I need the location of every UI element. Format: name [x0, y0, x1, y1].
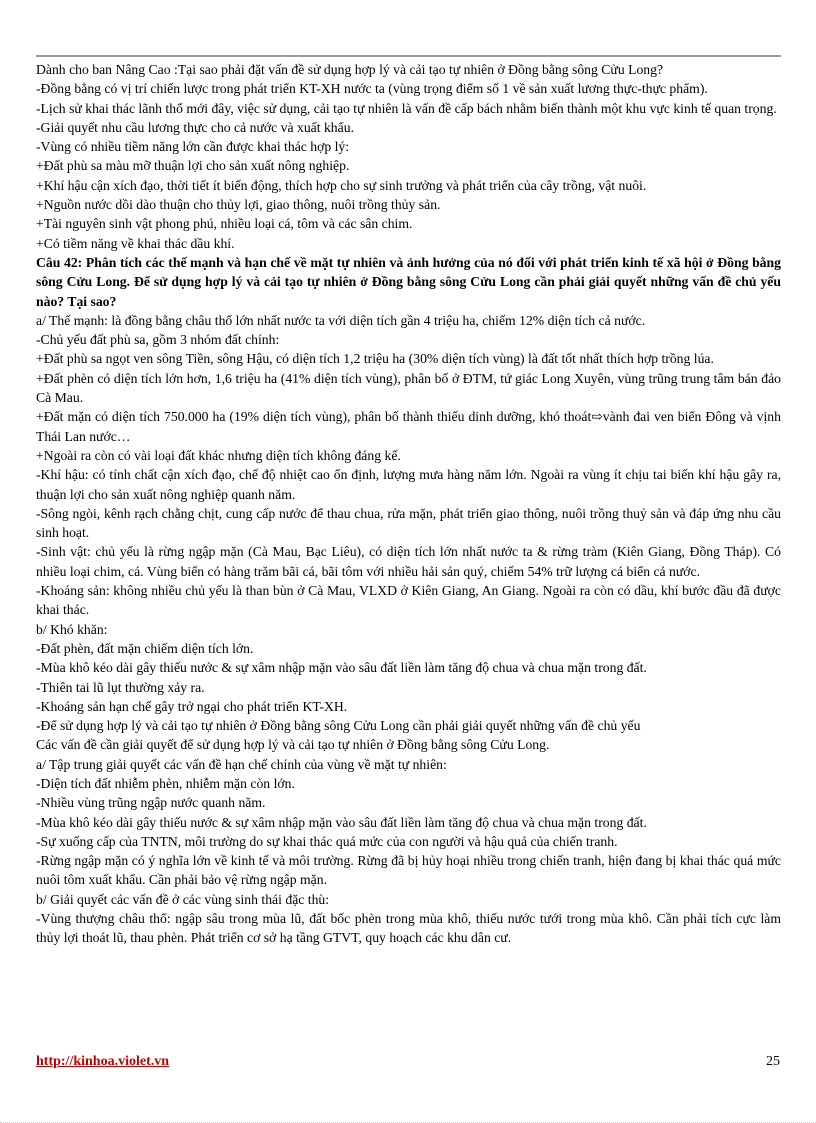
body-paragraph: b/ Khó khăn:: [36, 621, 108, 637]
body-paragraph: -Chủ yếu đất phù sa, gồm 3 nhóm đất chính:: [36, 332, 280, 348]
body-paragraph: -Thiên tai lũ lụt thường xảy ra.: [36, 679, 205, 695]
body-paragraph: -Khoáng sản: không nhiều chủ yếu là than bùn ở Cà Mau, VLXD ở Kiên Giang, An Giang. Ngoài ra còn có dầu, khí bước đầu đã được khai thác.: [36, 583, 781, 618]
body-paragraph: -Lịch sử khai thác lãnh thổ mới đây, việc sử dụng, cải tạo tự nhiên là vấn đề cấp bách nhằm biến thành một khu vực kinh tế quan trọng.: [36, 100, 777, 116]
body-paragraph: +Đất phù sa màu mỡ thuận lợi cho sản xuất nông nghiệp.: [36, 158, 350, 174]
body-paragraph: Dành cho ban Nâng Cao :Tại sao phải đặt vấn đề sử dụng hợp lý và cải tạo tự nhiên ở Đồng bằng sông Cửu Long?: [36, 62, 664, 77]
body-paragraph: Các vấn đề cần giải quyết để sử dụng hợp lý và cải tạo tự nhiên ở Đồng bằng sông Cửu Long.: [36, 737, 550, 753]
body-paragraph: b/ Giải quyết các vấn đề ở các vùng sinh thái đặc thù:: [36, 891, 330, 907]
body-paragraph: -Giải quyết nhu cầu lương thực cho cả nước và xuất khẩu.: [36, 119, 354, 135]
body-paragraph: -Mùa khô kéo dài gây thiếu nước & sự xâm nhập mặn vào sâu đất liền làm tăng độ chua và chua mặn trong đất.: [36, 660, 647, 676]
body-paragraph: +Tài nguyên sinh vật phong phú, nhiều loại cá, tôm và các sân chim.: [36, 216, 413, 232]
body-paragraph: -Khí hậu: có tính chất cận xích đạo, chế độ nhiệt cao ổn định, lượng mưa hàng năm lớn. Ngoài ra vùng ít chịu tai biến khí hậu gây ra, thuận lợi cho sản xuất nông nghiệp quanh năm.: [36, 467, 781, 502]
body-paragraph: -Khoáng sản hạn chế gây trở ngại cho phát triển KT-XH.: [36, 698, 348, 714]
page-number: 25: [766, 1054, 780, 1069]
body-paragraph: -Để sử dụng hợp lý và cải tạo tự nhiên ở Đồng bằng sông Cửu Long cần phải giải quyết những vấn đề chủ yếu: [36, 718, 641, 734]
body-paragraph: +Nguồn nước dồi dào thuận cho thủy lợi, giao thông, nuôi trồng thủy sản.: [36, 197, 441, 213]
body-paragraph: -Sinh vật: chủ yếu là rừng ngập mặn (Cà Mau, Bạc Liêu), có diện tích lớn nhất nước ta & rừng tràm (Kiên Giang, Đồng Tháp). Có nhiều loại chim, cá. Vùng biển có hàng trăm bãi cá, bãi tôm với nhiều hải sản quý, chiếm 54% trữ lượng cá biển cả nước.: [36, 544, 781, 579]
header-divider: [36, 55, 781, 57]
body-paragraph: -Nhiều vùng trũng ngập nước quanh năm.: [36, 795, 266, 811]
body-paragraph: +Đất phù sa ngọt ven sông Tiền, sông Hậu, có diện tích 1,2 triệu ha (30% diện tích vùng) là đất tốt nhất thích hợp trồng lúa.: [36, 351, 714, 367]
body-paragraph: -Đất phèn, đất mặn chiếm diện tích lớn.: [36, 640, 254, 656]
body-paragraph: -Sông ngòi, kênh rạch chằng chịt, cung cấp nước để thau chua, rửa mặn, phát triển giao thông, nuôi trồng thuỷ sản và đáp ứng nhu cầu sinh hoạt.: [36, 505, 781, 541]
body-paragraph: +Ngoài ra còn có vài loại đất khác nhưng diện tích không đáng kể.: [36, 447, 401, 463]
body-paragraph: -Vùng thượng châu thổ: ngập sâu trong mùa lũ, đất bốc phèn trong mùa khô, thiếu nước tưới trong mùa khô. Cần phải tích cực làm thủy lợi thoát lũ, thau phèn. Phát triển cơ sở hạ tầng GTVT, quy hoạch các khu dân cư.: [36, 911, 781, 946]
body-paragraph: +Có tiềm năng về khai thác dầu khí.: [36, 235, 235, 251]
body-paragraph: -Vùng có nhiều tiềm năng lớn cần được khai thác hợp lý:: [36, 139, 350, 155]
body-paragraph: -Đồng bằng có vị trí chiến lược trong phát triển KT-XH nước ta (vùng trọng điểm số 1 về sản xuất lương thực-thực phẩm).: [36, 81, 708, 97]
document-body: [36, 60, 781, 948]
body-paragraph: -Mùa khô kéo dài gây thiếu nước & sự xâm nhập mặn vào sâu đất liền làm tăng độ chua và chua mặn trong đất.: [36, 814, 647, 830]
body-paragraph: -Rừng ngập mặn có ý nghĩa lớn về kinh tế và môi trường. Rừng đã bị hủy hoại nhiều trong chiến tranh, hiện đang bị khai thác quá mức nuôi tôm xuất khẩu. Cần phải bảo vệ rừng ngập mặn.: [36, 853, 781, 888]
body-paragraph: +Đất phèn có diện tích lớn hơn, 1,6 triệu ha (41% diện tích vùng), phân bố ở ĐTM, tứ giác Long Xuyên, vùng trũng trung tâm bán đảo Cà Mau.: [36, 370, 781, 406]
body-paragraph: -Sự xuống cấp của TNTN, môi trường do sự khai thác quá mức của con người và hậu quả của chiến tranh.: [36, 833, 618, 849]
body-paragraph: +Đất mặn có diện tích 750.000 ha (19% diện tích vùng), phân bố thành thiếu dinh dưỡng, khó thoát⇨vành đai ven biển Đông và vịnh Thái Lan nước…: [36, 409, 781, 444]
footer-website-link[interactable]: http://kinhoa.violet.vn: [36, 1054, 170, 1069]
body-paragraph: -Diện tích đất nhiễm phèn, nhiễm mặn còn lớn.: [36, 775, 295, 791]
body-paragraph: a/ Thế mạnh: là đồng bằng châu thổ lớn nhất nước ta với diện tích gần 4 triệu ha, chiếm 12% diện tích cả nước.: [36, 312, 646, 328]
body-paragraph: a/ Tập trung giải quyết các vấn đề hạn chế chính của vùng về mặt tự nhiên:: [36, 756, 447, 772]
body-paragraph: +Khí hậu cận xích đạo, thời tiết ít biến động, thích hợp cho sự sinh trưởng và phát triển của cây trồng, vật nuôi.: [36, 177, 647, 193]
question-heading: Câu 42: Phân tích các thế mạnh và hạn chế về mặt tự nhiên và ảnh hưởng của nó đối với phát triển kinh tế xã hội ở Đồng bằng sông Cửu Long. Để sử dụng hợp lý và cải tạo tự nhiên ở Đồng bằng sông Cửu Long cần phải giải quyết những vấn đề chủ yếu nào? Tại sao?: [36, 254, 781, 309]
